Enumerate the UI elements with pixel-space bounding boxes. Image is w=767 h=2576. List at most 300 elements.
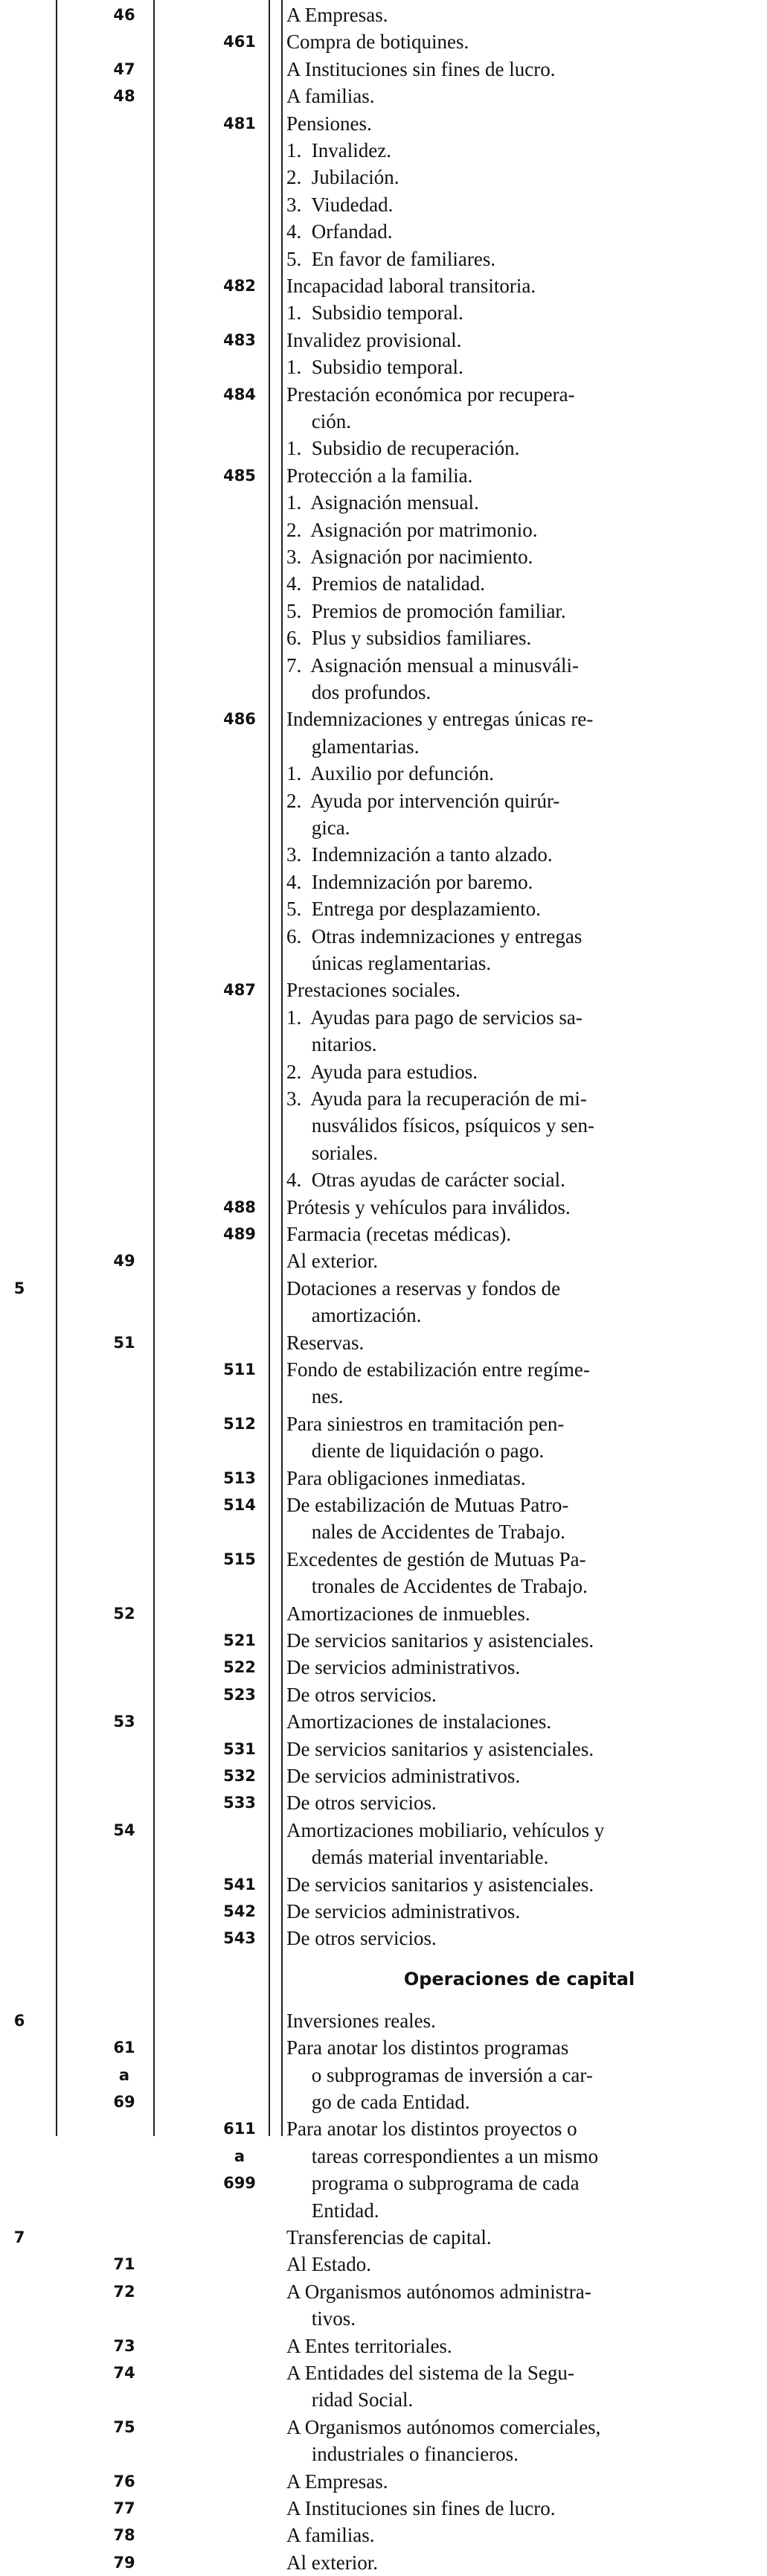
chapter-code — [0, 191, 39, 218]
chapter-code — [0, 1762, 39, 1789]
table-row — [0, 1817, 767, 1844]
row-description: A Entidades del sistema de la Segu- — [286, 2362, 574, 2384]
table-row — [0, 1058, 767, 1085]
chapter-code: 6 — [13, 2011, 25, 2030]
article-code: 79 — [113, 2553, 135, 2572]
chapter-code — [0, 1465, 39, 1492]
concept-code — [195, 2062, 284, 2088]
table-row — [0, 2088, 767, 2115]
concept-code: 533 — [223, 1794, 256, 1812]
row-description: Fondo de estabilización entre regíme- — [286, 1358, 590, 1381]
article-code: 78 — [113, 2526, 135, 2545]
article-code — [88, 489, 161, 516]
chapter-code — [0, 1112, 39, 1139]
article-code — [88, 1573, 161, 1599]
concept-code: 513 — [223, 1468, 256, 1487]
chapter-code — [0, 923, 39, 950]
table-row — [0, 950, 767, 977]
row-description: Inversiones reales. — [286, 2009, 436, 2032]
chapter-code — [0, 1925, 39, 1952]
chapter-code — [0, 1546, 39, 1573]
row-description: gica. — [286, 816, 350, 839]
row-description: ridad Social. — [286, 2388, 414, 2412]
row-description: De estabilización de Mutuas Patro- — [286, 1494, 569, 1516]
article-code — [88, 1383, 161, 1410]
table-row — [0, 2468, 767, 2495]
table-row — [0, 2143, 767, 2170]
chapter-code — [0, 1600, 39, 1627]
chapter-code — [0, 869, 39, 895]
table-row — [0, 191, 767, 218]
article-code — [88, 679, 161, 706]
chapter-code — [0, 2386, 39, 2413]
row-description: 1. Ayudas para pago de servicios sa- — [286, 1006, 583, 1029]
row-description: Amortizaciones de instalaciones. — [286, 1710, 552, 1733]
table-row — [0, 435, 767, 461]
row-description: De otros servicios. — [286, 1927, 437, 1950]
row-description: A Instituciones sin fines de lucro. — [286, 57, 556, 80]
concept-code — [195, 246, 284, 272]
table-row — [0, 760, 767, 787]
table-row — [0, 354, 767, 380]
article-code — [88, 1627, 161, 1654]
table-row — [0, 299, 767, 326]
row-description: 2. Ayuda por intervención quirúr- — [286, 789, 560, 812]
table-row — [0, 1871, 767, 1898]
table-row — [0, 923, 767, 950]
concept-code — [195, 1031, 284, 1058]
article-code — [88, 354, 161, 380]
row-description: 4. Indemnización por baremo. — [286, 870, 533, 893]
chapter-code — [0, 56, 39, 83]
row-description: 1. Invalidez. — [286, 139, 391, 162]
article-code — [88, 923, 161, 950]
concept-code — [195, 2468, 284, 2495]
concept-code — [195, 895, 284, 922]
table-row — [0, 2251, 767, 2278]
row-description: A familias. — [286, 85, 375, 108]
article-code — [88, 841, 161, 868]
table-row — [0, 408, 767, 435]
row-description: tivos. — [286, 2307, 356, 2330]
article-code — [88, 652, 161, 679]
table-row — [0, 1, 767, 28]
row-description: 2. Asignación por matrimonio. — [286, 518, 538, 541]
table-row — [0, 2386, 767, 2413]
row-description: Amortizaciones mobiliario, vehículos y — [286, 1818, 605, 1841]
concept-code: 532 — [223, 1767, 256, 1785]
row-description: A familias. — [286, 2524, 375, 2547]
article-code — [88, 760, 161, 787]
row-description: Prestación económica por recupera- — [286, 383, 575, 406]
chapter-code — [0, 1573, 39, 1599]
chapter-code — [0, 1437, 39, 1464]
chapter-code — [0, 1817, 39, 1844]
article-code — [88, 1736, 161, 1762]
row-description: 3. Ayuda para la recuperación de mi- — [286, 1087, 587, 1110]
concept-code — [195, 2386, 284, 2413]
row-description: diente de liquidación o pago. — [286, 1439, 545, 1463]
chapter-code — [0, 137, 39, 164]
table-row — [0, 1708, 767, 1735]
article-code — [88, 2143, 161, 2170]
row-description: o subprogramas de inversión a car- — [286, 2063, 593, 2086]
row-description: A Empresas. — [286, 4, 388, 26]
row-description: 4. Premios de natalidad. — [286, 572, 485, 595]
article-code: 72 — [113, 2282, 135, 2301]
row-description: tronales de Accidentes de Trabajo. — [286, 1575, 588, 1598]
concept-code — [195, 543, 284, 570]
chapter-code — [0, 1247, 39, 1274]
concept-code — [195, 787, 284, 814]
chapter-code — [0, 218, 39, 245]
chapter-code — [0, 2088, 39, 2115]
concept-code — [195, 1708, 284, 1735]
table-row — [0, 1573, 767, 1599]
chapter-code — [0, 2115, 39, 2142]
article-code — [88, 1681, 161, 1708]
row-description: 4. Orfandad. — [286, 220, 393, 243]
chapter-code — [0, 2278, 39, 2305]
concept-code — [195, 1437, 284, 1464]
table-row — [0, 2062, 767, 2088]
article-code — [88, 950, 161, 977]
concept-code — [195, 1, 284, 28]
concept-code: 481 — [223, 114, 256, 132]
chapter-code — [0, 2143, 39, 2170]
chapter-code — [0, 354, 39, 380]
chapter-code — [0, 2305, 39, 2332]
chapter-code — [0, 1221, 39, 1247]
chapter-code — [0, 1898, 39, 1925]
chapter-code — [0, 2034, 39, 2061]
concept-code: 484 — [223, 385, 256, 403]
concept-code: 482 — [223, 277, 256, 295]
table-row — [0, 2170, 767, 2196]
table-row — [0, 1789, 767, 1816]
concept-code — [195, 2414, 284, 2441]
table-row — [0, 679, 767, 706]
concept-code — [195, 652, 284, 679]
article-code — [88, 733, 161, 760]
article-code — [88, 246, 161, 272]
table-row — [0, 1302, 767, 1329]
row-description: 5. En favor de familiares. — [286, 247, 496, 270]
concept-code: 541 — [223, 1875, 256, 1893]
section-heading: Operaciones de capital — [403, 1968, 635, 1989]
row-description: Para anotar los distintos programas — [286, 2036, 569, 2059]
table-row — [0, 2305, 767, 2332]
chapter-code — [0, 977, 39, 1003]
table-row — [0, 2333, 767, 2359]
chapter-code: 7 — [13, 2228, 25, 2246]
article-code — [88, 2007, 161, 2034]
chapter-code — [0, 814, 39, 841]
concept-code — [195, 1085, 284, 1112]
row-description: Para anotar los distintos proyectos o — [286, 2118, 577, 2141]
article-code — [88, 2115, 161, 2142]
row-description: Entidad. — [286, 2199, 379, 2222]
row-description: De servicios sanitarios y asistenciales. — [286, 1737, 594, 1760]
chapter-code — [0, 2197, 39, 2224]
row-description: tareas correspondientes a un mismo — [286, 2144, 599, 2167]
table-row — [0, 706, 767, 732]
table-row — [0, 1166, 767, 1193]
table-row — [0, 164, 767, 191]
row-description: Para siniestros en tramitación pen- — [286, 1412, 565, 1435]
row-description: 7. Asignación mensual a minusváli- — [286, 653, 579, 677]
chapter-code — [0, 2333, 39, 2359]
concept-code — [195, 2251, 284, 2278]
row-description: amortización. — [286, 1304, 422, 1327]
concept-code: 542 — [223, 1902, 256, 1920]
concept-code — [195, 2224, 284, 2251]
chapter-code — [0, 1, 39, 28]
row-description: 4. Otras ayudas de carácter social. — [286, 1169, 565, 1192]
chapter-code — [0, 435, 39, 461]
table-row — [0, 1898, 767, 1925]
row-description: Para obligaciones inmediatas. — [286, 1466, 526, 1489]
chapter-code — [0, 706, 39, 732]
article-code — [88, 1004, 161, 1031]
article-code: 47 — [113, 60, 135, 78]
concept-code — [195, 2278, 284, 2305]
table-row — [0, 1221, 767, 1247]
table-row — [0, 598, 767, 624]
concept-code — [195, 83, 284, 109]
concept-code — [195, 950, 284, 977]
chapter-code — [0, 462, 39, 489]
table-row — [0, 2414, 767, 2441]
chapter-code — [0, 28, 39, 55]
concept-code — [195, 1383, 284, 1410]
row-description: Pensiones. — [286, 112, 372, 135]
article-code — [88, 2441, 161, 2467]
concept-code — [195, 1140, 284, 1166]
article-code — [88, 110, 161, 137]
row-description: Transferencias de capital. — [286, 2226, 492, 2249]
row-description: 6. Plus y subsidios familiares. — [286, 627, 532, 650]
chapter-code — [0, 1085, 39, 1112]
table-row — [0, 462, 767, 489]
article-code — [88, 869, 161, 895]
concept-code: a — [234, 2147, 245, 2165]
chapter-code — [0, 517, 39, 543]
article-code — [88, 814, 161, 841]
chapter-code — [0, 543, 39, 570]
article-code — [88, 1762, 161, 1789]
concept-code — [195, 1817, 284, 1844]
row-description: industriales o financieros. — [286, 2443, 519, 2466]
row-description: Al exterior. — [286, 1250, 378, 1273]
chapter-code — [0, 760, 39, 787]
row-description: 1. Subsidio temporal. — [286, 356, 463, 379]
row-description: De otros servicios. — [286, 1792, 437, 1815]
table-row — [0, 2007, 767, 2034]
chapter-code — [0, 408, 39, 435]
article-code — [88, 1492, 161, 1518]
row-description: A Empresas. — [286, 2470, 388, 2493]
table-row — [0, 2278, 767, 2305]
row-description: Compra de botiquines. — [286, 31, 469, 54]
concept-code — [195, 1166, 284, 1193]
table-row — [0, 489, 767, 516]
chapter-code — [0, 2549, 39, 2576]
article-code: 77 — [113, 2499, 135, 2517]
article-code: 54 — [113, 1821, 135, 1839]
table-row — [0, 1112, 767, 1139]
concept-code — [195, 923, 284, 950]
row-description: demás material inventariable. — [286, 1846, 549, 1869]
chapter-code — [0, 1681, 39, 1708]
chapter-code — [0, 1871, 39, 1898]
concept-code: 487 — [223, 981, 256, 1000]
table-row — [0, 1031, 767, 1058]
row-description: dos profundos. — [286, 681, 431, 703]
article-code — [88, 1844, 161, 1870]
concept-code: 523 — [223, 1685, 256, 1704]
row-description: 6. Otras indemnizaciones y entregas — [286, 924, 583, 947]
article-code — [88, 327, 161, 354]
row-description: 3. Asignación por nacimiento. — [286, 546, 533, 568]
concept-code — [195, 489, 284, 516]
concept-code: 512 — [223, 1414, 256, 1433]
row-description: De servicios administrativos. — [286, 1765, 521, 1787]
chapter-code — [0, 1356, 39, 1383]
chapter-code — [0, 1329, 39, 1356]
article-code — [88, 706, 161, 732]
row-description: Invalidez provisional. — [286, 328, 462, 351]
table-row — [0, 1492, 767, 1518]
chapter-code — [0, 1302, 39, 1329]
table-row — [0, 1383, 767, 1410]
concept-code — [195, 299, 284, 326]
article-code — [88, 624, 161, 651]
chapter-code — [0, 1627, 39, 1654]
article-code — [88, 191, 161, 218]
table-row — [0, 218, 767, 245]
table-row — [0, 624, 767, 651]
row-description: De servicios sanitarios y asistenciales. — [286, 1873, 594, 1896]
article-code: 74 — [113, 2364, 135, 2382]
table-row — [0, 2441, 767, 2467]
article-code: 75 — [113, 2417, 135, 2436]
row-description: 3. Viudedad. — [286, 193, 394, 216]
concept-code — [195, 2197, 284, 2224]
row-description: nales de Accidentes de Trabajo. — [286, 1521, 565, 1544]
chapter-code — [0, 1140, 39, 1166]
article-code — [88, 2224, 161, 2251]
concept-code: 489 — [223, 1225, 256, 1243]
concept-code — [195, 354, 284, 380]
row-description: soriales. — [286, 1141, 378, 1164]
chapter-code — [0, 2495, 39, 2522]
chapter-code — [0, 2522, 39, 2548]
chapter-code — [0, 895, 39, 922]
article-code — [88, 1140, 161, 1166]
article-code: 53 — [113, 1713, 135, 1731]
article-code — [88, 1166, 161, 1193]
concept-code — [195, 191, 284, 218]
table-row — [0, 841, 767, 868]
concept-code — [195, 137, 284, 164]
table-row — [0, 1356, 767, 1383]
chapter-code — [0, 1654, 39, 1681]
chapter-code — [0, 1383, 39, 1410]
chapter-code — [0, 1492, 39, 1518]
article-code — [88, 1465, 161, 1492]
concept-code — [195, 435, 284, 461]
table-row — [0, 2495, 767, 2522]
article-code — [88, 2170, 161, 2196]
table-row — [0, 1844, 767, 1870]
concept-code — [195, 1329, 284, 1356]
concept-code — [195, 1112, 284, 1139]
concept-code — [195, 814, 284, 841]
article-code — [88, 1112, 161, 1139]
row-description: A Instituciones sin fines de lucro. — [286, 2497, 556, 2519]
row-description: únicas reglamentarias. — [286, 952, 492, 974]
table-row — [0, 787, 767, 814]
table-row — [0, 1762, 767, 1789]
row-description: Al exterior. — [286, 2551, 378, 2574]
row-description: Al Estado. — [286, 2253, 371, 2276]
article-code: 61 — [113, 2039, 135, 2057]
concept-code — [195, 2333, 284, 2359]
concept-code — [195, 408, 284, 435]
table-row — [0, 1546, 767, 1573]
row-description: 1. Auxilio por defunción. — [286, 762, 494, 785]
concept-code — [195, 869, 284, 895]
concept-code: 611 — [223, 2120, 256, 2138]
table-row — [0, 2549, 767, 2576]
chapter-code — [0, 2441, 39, 2467]
article-code — [88, 2305, 161, 2332]
table-row — [0, 137, 767, 164]
article-code — [88, 1546, 161, 1573]
chapter-code — [0, 1736, 39, 1762]
table-row — [0, 1410, 767, 1437]
row-description: glamentarias. — [286, 735, 420, 758]
table-row — [0, 733, 767, 760]
row-description: Farmacia (recetas médicas). — [286, 1223, 512, 1245]
concept-code — [195, 2305, 284, 2332]
chapter-code — [0, 272, 39, 299]
table-row — [0, 1681, 767, 1708]
article-code — [88, 1356, 161, 1383]
article-code — [88, 977, 161, 1003]
concept-code — [195, 2549, 284, 2576]
article-code — [88, 435, 161, 461]
row-description: A Organismos autónomos administra- — [286, 2280, 591, 2303]
table-row — [0, 1194, 767, 1221]
table-row — [0, 543, 767, 570]
row-description: De servicios administrativos. — [286, 1900, 521, 1923]
table-row — [0, 1925, 767, 1952]
chapter-code: 5 — [13, 1279, 25, 1297]
concept-code — [195, 517, 284, 543]
concept-code — [195, 1573, 284, 1599]
chapter-code — [0, 2468, 39, 2495]
concept-code — [195, 1275, 284, 1302]
table-row — [0, 327, 767, 354]
article-code: a — [118, 2065, 130, 2084]
chapter-code — [0, 787, 39, 814]
row-description: Indemnizaciones y entregas únicas re- — [286, 708, 594, 731]
concept-code — [195, 1600, 284, 1627]
article-code — [88, 1085, 161, 1112]
article-code — [88, 1789, 161, 1816]
